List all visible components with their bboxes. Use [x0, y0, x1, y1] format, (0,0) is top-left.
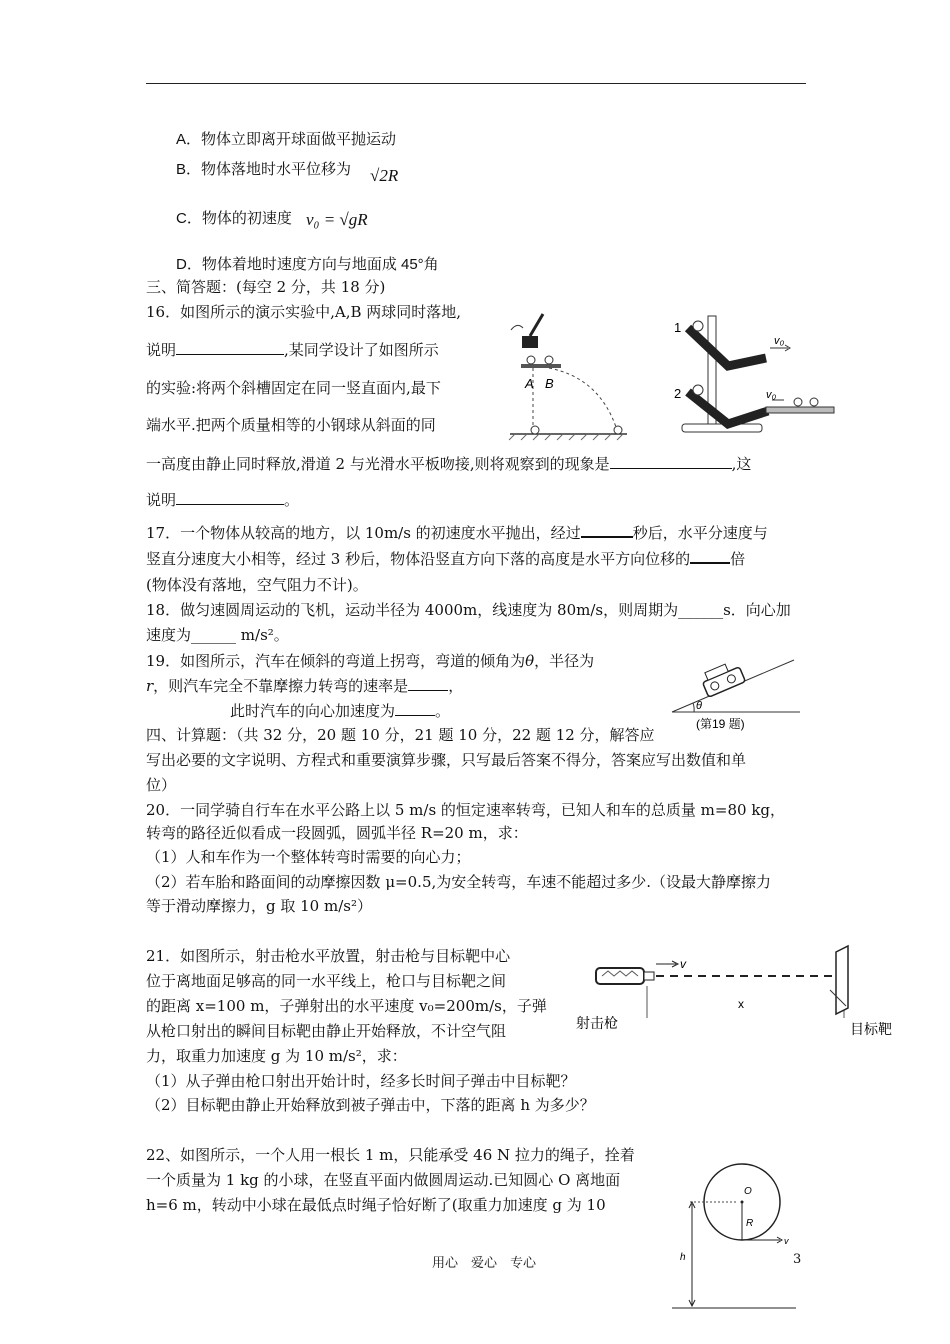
q16-fig-chute-2: 2 — [674, 386, 682, 401]
q19-figure-banked-curve — [668, 652, 808, 734]
q20-line1: 20．一同学骑自行车在水平公路上以 5 m/s 的恒定速率转弯，已知人和车的总质量 m=80 kg， — [146, 801, 786, 819]
footer-text: 用心 爱心 专心 — [432, 1256, 537, 1271]
q16-line4: 端水平.把两个质量相等的小钢球从斜面的同 — [146, 416, 436, 434]
q21-line1: 21．如图所示，射击枪水平放置，射击枪与目标靶中心 — [146, 947, 511, 965]
q21-line5: 力，取重力加速度 g 为 10 m/s²，求： — [146, 1047, 407, 1065]
q16-line2: 说明 ,某同学设计了如图所示 — [146, 341, 439, 359]
option-a: A．物体立即离开球面做平抛运动 — [176, 131, 397, 148]
q16-fig-v0-2: v₀ — [766, 389, 777, 401]
q18-line2: 速度为______ m/s²。 — [146, 626, 289, 644]
q19-line3: 此时汽车的向心加速度为 。 — [230, 702, 451, 720]
q16-line6: 说明 。 — [146, 491, 300, 509]
header-rule — [146, 83, 806, 84]
q19-fig-caption: (第19 题) — [696, 717, 745, 731]
q20-line3: （1）人和车作为一个整体转弯时需要的向心力； — [146, 848, 471, 866]
q16-fig-label-a: A — [525, 376, 534, 391]
q20-line5: 等于滑动摩擦力，g 取 10 m/s²） — [146, 897, 372, 915]
q21-line6: （1）从子弹由枪口射出开始计时，经多长时间子弹击中目标靶？ — [146, 1072, 576, 1090]
option-c-formula: v₀ = √gR — [306, 210, 368, 229]
q18-line1: 18．做匀速圆周运动的飞机，运动半径为 4000m，线速度为 80m/s，则周期为______s．向心加 — [146, 601, 791, 619]
q21-figure-gun-target — [576, 946, 906, 1046]
q22-fig-r: R — [746, 1218, 754, 1229]
q16-line5: 一高度由静止同时释放,滑道 2 与光滑水平板吻接,则将观察到的现象是 ,这 — [146, 455, 752, 473]
q16-line1: 16．如图所示的演示实验中,A,B 两球同时落地, — [146, 303, 462, 321]
q16-fig-chute-1: 1 — [674, 320, 682, 335]
q19-fig-theta: θ — [696, 700, 702, 712]
q22-fig-o: O — [744, 1186, 752, 1197]
q17-line3: (物体没有落地，空气阻力不计)。 — [146, 576, 368, 594]
option-c: C．物体的初速度 — [176, 210, 292, 227]
q22-line2: 一个质量为 1 kg 的小球，在竖直平面内做圆周运动.已知圆心 O 离地面 — [146, 1171, 621, 1189]
q16-line3: 的实验:将两个斜槽固定在同一竖直面内,最下 — [146, 379, 441, 397]
q22-line1: 22、如图所示，一个人用一根长 1 m，只能承受 46 N 拉力的绳子，拴着 — [146, 1146, 635, 1164]
q21-line4: 从枪口射出的瞬间目标靶由静止开始释放，不计空气阻 — [146, 1022, 507, 1040]
q19-line1: 19．如图所示，汽车在倾斜的弯道上拐弯，弯道的倾角为θ，半径为 — [146, 652, 595, 670]
q16-figure-chutes — [668, 306, 838, 438]
q19-line2: r，则汽车完全不靠摩擦力转弯的速率是 ， — [146, 677, 464, 695]
q16-fig-label-b: B — [545, 376, 554, 391]
q21-line2: 位于离地面足够高的同一水平线上，枪口与目标靶之间 — [146, 972, 507, 990]
q21-line7: （2）目标靶由静止开始释放到被子弹击中，下落的距离 h 为多少？ — [146, 1096, 595, 1114]
page-number: 3 — [793, 1252, 802, 1267]
section-4-line1: 四、计算题：（共 32 分，20 题 10 分，21 题 10 分，22 题 12 分，解答应 — [146, 726, 655, 744]
q16-figure-hammer — [505, 308, 635, 440]
q21-fig-target-label: 目标靶 — [850, 1021, 892, 1037]
q22-line3: h=6 m，转动中小球在最低点时绳子恰好断了(取重力加速度 g 为 10 — [146, 1196, 606, 1214]
q21-line3: 的距离 x=100 m，子弹射出的水平速度 v₀=200m/s，子弹 — [146, 997, 547, 1015]
option-b-formula: √2R — [370, 166, 399, 185]
section-4-line2: 写出必要的文字说明、方程式和重要演算步骤，只写最后答案不得分，答案应写出数值和单 — [146, 751, 747, 769]
q16-fig-v0-1: v₀ — [774, 335, 785, 347]
q22-fig-v: v — [784, 1236, 789, 1246]
option-b: B．物体落地时水平位移为 — [176, 161, 352, 178]
section-4-line3: 位） — [146, 776, 177, 794]
q17-line1: 17．一个物体从较高的地方，以 10m/s 的初速度水平抛出，经过 秒后，水平分速度与 — [146, 524, 768, 542]
q22-figure-circle — [672, 1160, 802, 1310]
q20-line4: （2）若车胎和路面间的动摩擦因数 μ=0.5,为安全转弯，车速不能超过多少.（设最大静摩擦力 — [146, 873, 772, 891]
q20-line2: 转弯的路径近似看成一段圆弧，圆弧半径 R=20 m，求： — [146, 824, 528, 842]
q17-line2: 竖直分速度大小相等，经过 3 秒后，物体沿竖直方向下落的高度是水平方向位移的 倍 — [146, 550, 746, 568]
section-3-heading: 三、简答题：(每空 2 分，共 18 分) — [146, 278, 386, 296]
q21-fig-v: v — [680, 957, 686, 971]
option-d: D．物体着地时速度方向与地面成 45°角 — [176, 256, 439, 273]
q21-fig-gun-label: 射击枪 — [576, 1015, 618, 1031]
q22-fig-h: h — [680, 1252, 686, 1263]
q21-fig-x: x — [738, 997, 744, 1011]
